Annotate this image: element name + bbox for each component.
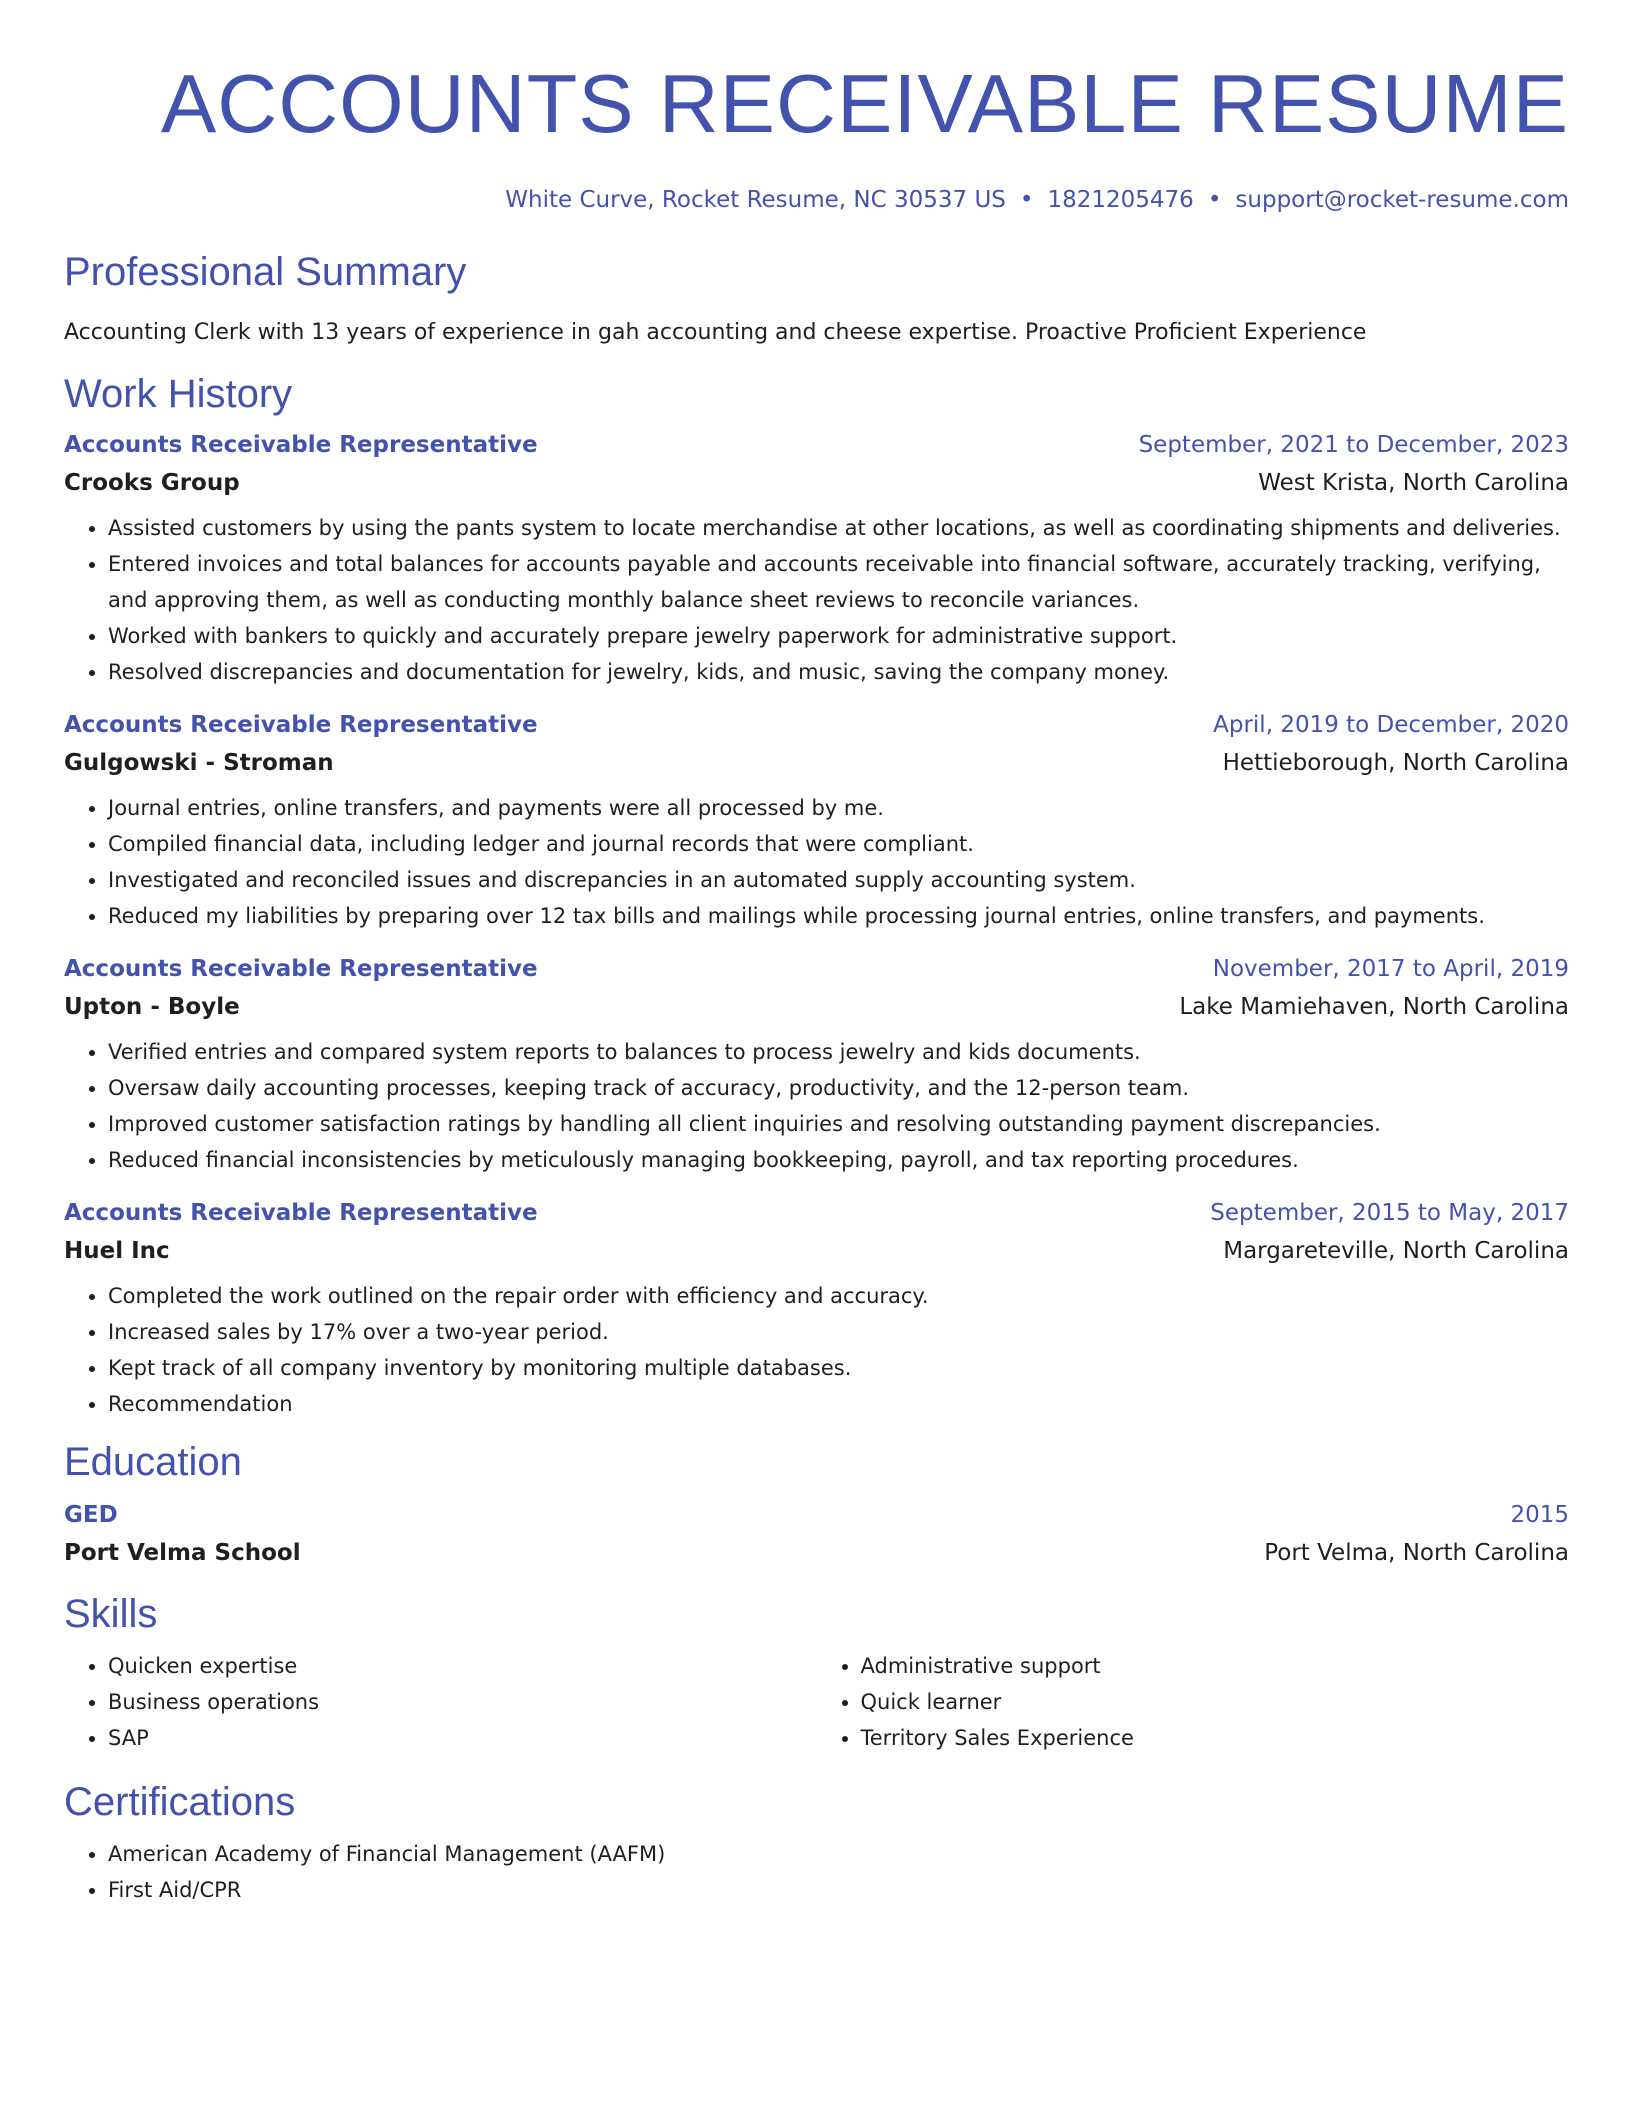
job-dates: September, 2021 to December, 2023 xyxy=(1138,432,1569,458)
education-year: 2015 xyxy=(1510,1502,1569,1528)
school-name: Port Velma School xyxy=(64,1540,301,1566)
job-bullet: • Assisted customers by using the pants system to locate merchandise at other locations, as well as coordinating shipments and deliveries. xyxy=(108,510,1569,546)
job-entry xyxy=(64,710,1569,934)
certification-item: • American Academy of Financial Management (AAFM) xyxy=(108,1836,1569,1872)
job-bullets xyxy=(64,790,1569,934)
company-name: Huel Inc xyxy=(64,1238,170,1264)
summary-heading: Professional Summary xyxy=(64,250,467,294)
contact-phone: 1821205476 xyxy=(1047,187,1194,213)
job-bullet: • Recommendation xyxy=(108,1386,1569,1422)
job-bullet: • Investigated and reconciled issues and discrepancies in an automated supply accounting system. xyxy=(108,862,1569,898)
job-dates: April, 2019 to December, 2020 xyxy=(1213,712,1569,738)
education-degree: GED xyxy=(64,1502,118,1528)
job-bullet: • Entered invoices and total balances for accounts payable and accounts receivable into financial software, accurately tracking, verifying, and approving them, as well as conducting monthly balance sheet reviews to reconcile variances. xyxy=(108,546,1569,618)
certifications-list xyxy=(64,1836,1569,1908)
contact-address: White Curve, Rocket Resume, NC 30537 US xyxy=(505,187,1006,213)
skill-item: • Quicken expertise xyxy=(108,1648,817,1684)
skill-item: • Business operations xyxy=(108,1684,817,1720)
contact-line xyxy=(64,186,1569,214)
job-dates: November, 2017 to April, 2019 xyxy=(1212,956,1569,982)
job-bullet: • Kept track of all company inventory by monitoring multiple databases. xyxy=(108,1350,1569,1386)
job-entry xyxy=(64,430,1569,690)
job-bullet: • Oversaw daily accounting processes, keeping track of accuracy, productivity, and the 12-person team. xyxy=(108,1070,1569,1106)
contact-separator: • xyxy=(1019,187,1034,213)
work-history-heading: Work History xyxy=(64,372,293,416)
certification-item: • First Aid/CPR xyxy=(108,1872,1569,1908)
education-entry xyxy=(64,1500,1569,1568)
job-location: Hettieborough, North Carolina xyxy=(1222,750,1569,776)
job-bullet: • Improved customer satisfaction ratings by handling all client inquiries and resolving outstanding payment discrepancies. xyxy=(108,1106,1569,1142)
job-entry xyxy=(64,1198,1569,1422)
job-title: Accounts Receivable Representative xyxy=(64,1200,538,1226)
skill-item: • Territory Sales Experience xyxy=(861,1720,1570,1756)
company-name: Gulgowski - Stroman xyxy=(64,750,334,776)
job-bullets xyxy=(64,1278,1569,1422)
skill-item: • Administrative support xyxy=(861,1648,1570,1684)
job-bullets xyxy=(64,1034,1569,1178)
job-bullet: • Verified entries and compared system reports to balances to process jewelry and kids documents. xyxy=(108,1034,1569,1070)
job-location: Margareteville, North Carolina xyxy=(1223,1238,1569,1264)
skill-item: • Quick learner xyxy=(861,1684,1570,1720)
job-location: Lake Mamiehaven, North Carolina xyxy=(1179,994,1569,1020)
job-bullet: • Reduced financial inconsistencies by meticulously managing bookkeeping, payroll, and tax reporting procedures. xyxy=(108,1142,1569,1178)
summary-text: Accounting Clerk with 13 years of experience in gah accounting and cheese expertise. Proactive Proficient Experience xyxy=(64,320,1367,345)
job-bullet: • Worked with bankers to quickly and accurately prepare jewelry paperwork for administrative support. xyxy=(108,618,1569,654)
job-title: Accounts Receivable Representative xyxy=(64,712,538,738)
job-title: Accounts Receivable Representative xyxy=(64,956,538,982)
job-dates: September, 2015 to May, 2017 xyxy=(1210,1200,1569,1226)
skill-item: • SAP xyxy=(108,1720,817,1756)
company-name: Upton - Boyle xyxy=(64,994,240,1020)
resume-title: ACCOUNTS RECEIVABLE RESUME xyxy=(160,57,1569,150)
education-heading: Education xyxy=(64,1440,242,1484)
company-name: Crooks Group xyxy=(64,470,240,496)
job-bullets xyxy=(64,510,1569,690)
job-title: Accounts Receivable Representative xyxy=(64,432,538,458)
contact-separator: • xyxy=(1207,187,1222,213)
job-bullet: • Increased sales by 17% over a two-year period. xyxy=(108,1314,1569,1350)
skills-heading: Skills xyxy=(64,1592,158,1636)
skills-list xyxy=(64,1648,1569,1756)
certifications-heading: Certifications xyxy=(64,1780,296,1824)
job-entry xyxy=(64,954,1569,1178)
job-bullet: • Journal entries, online transfers, and payments were all processed by me. xyxy=(108,790,1569,826)
job-bullet: • Reduced my liabilities by preparing over 12 tax bills and mailings while processing journal entries, online transfers, and payments. xyxy=(108,898,1569,934)
contact-email: support@rocket-resume.com xyxy=(1235,187,1569,213)
school-location: Port Velma, North Carolina xyxy=(1264,1540,1569,1566)
job-bullet: • Completed the work outlined on the repair order with efficiency and accuracy. xyxy=(108,1278,1569,1314)
job-bullet: • Compiled financial data, including ledger and journal records that were compliant. xyxy=(108,826,1569,862)
skills-column-right xyxy=(817,1648,1570,1756)
skills-column-left xyxy=(64,1648,817,1756)
job-location: West Krista, North Carolina xyxy=(1258,470,1569,496)
job-bullet: • Resolved discrepancies and documentation for jewelry, kids, and music, saving the company money. xyxy=(108,654,1569,690)
